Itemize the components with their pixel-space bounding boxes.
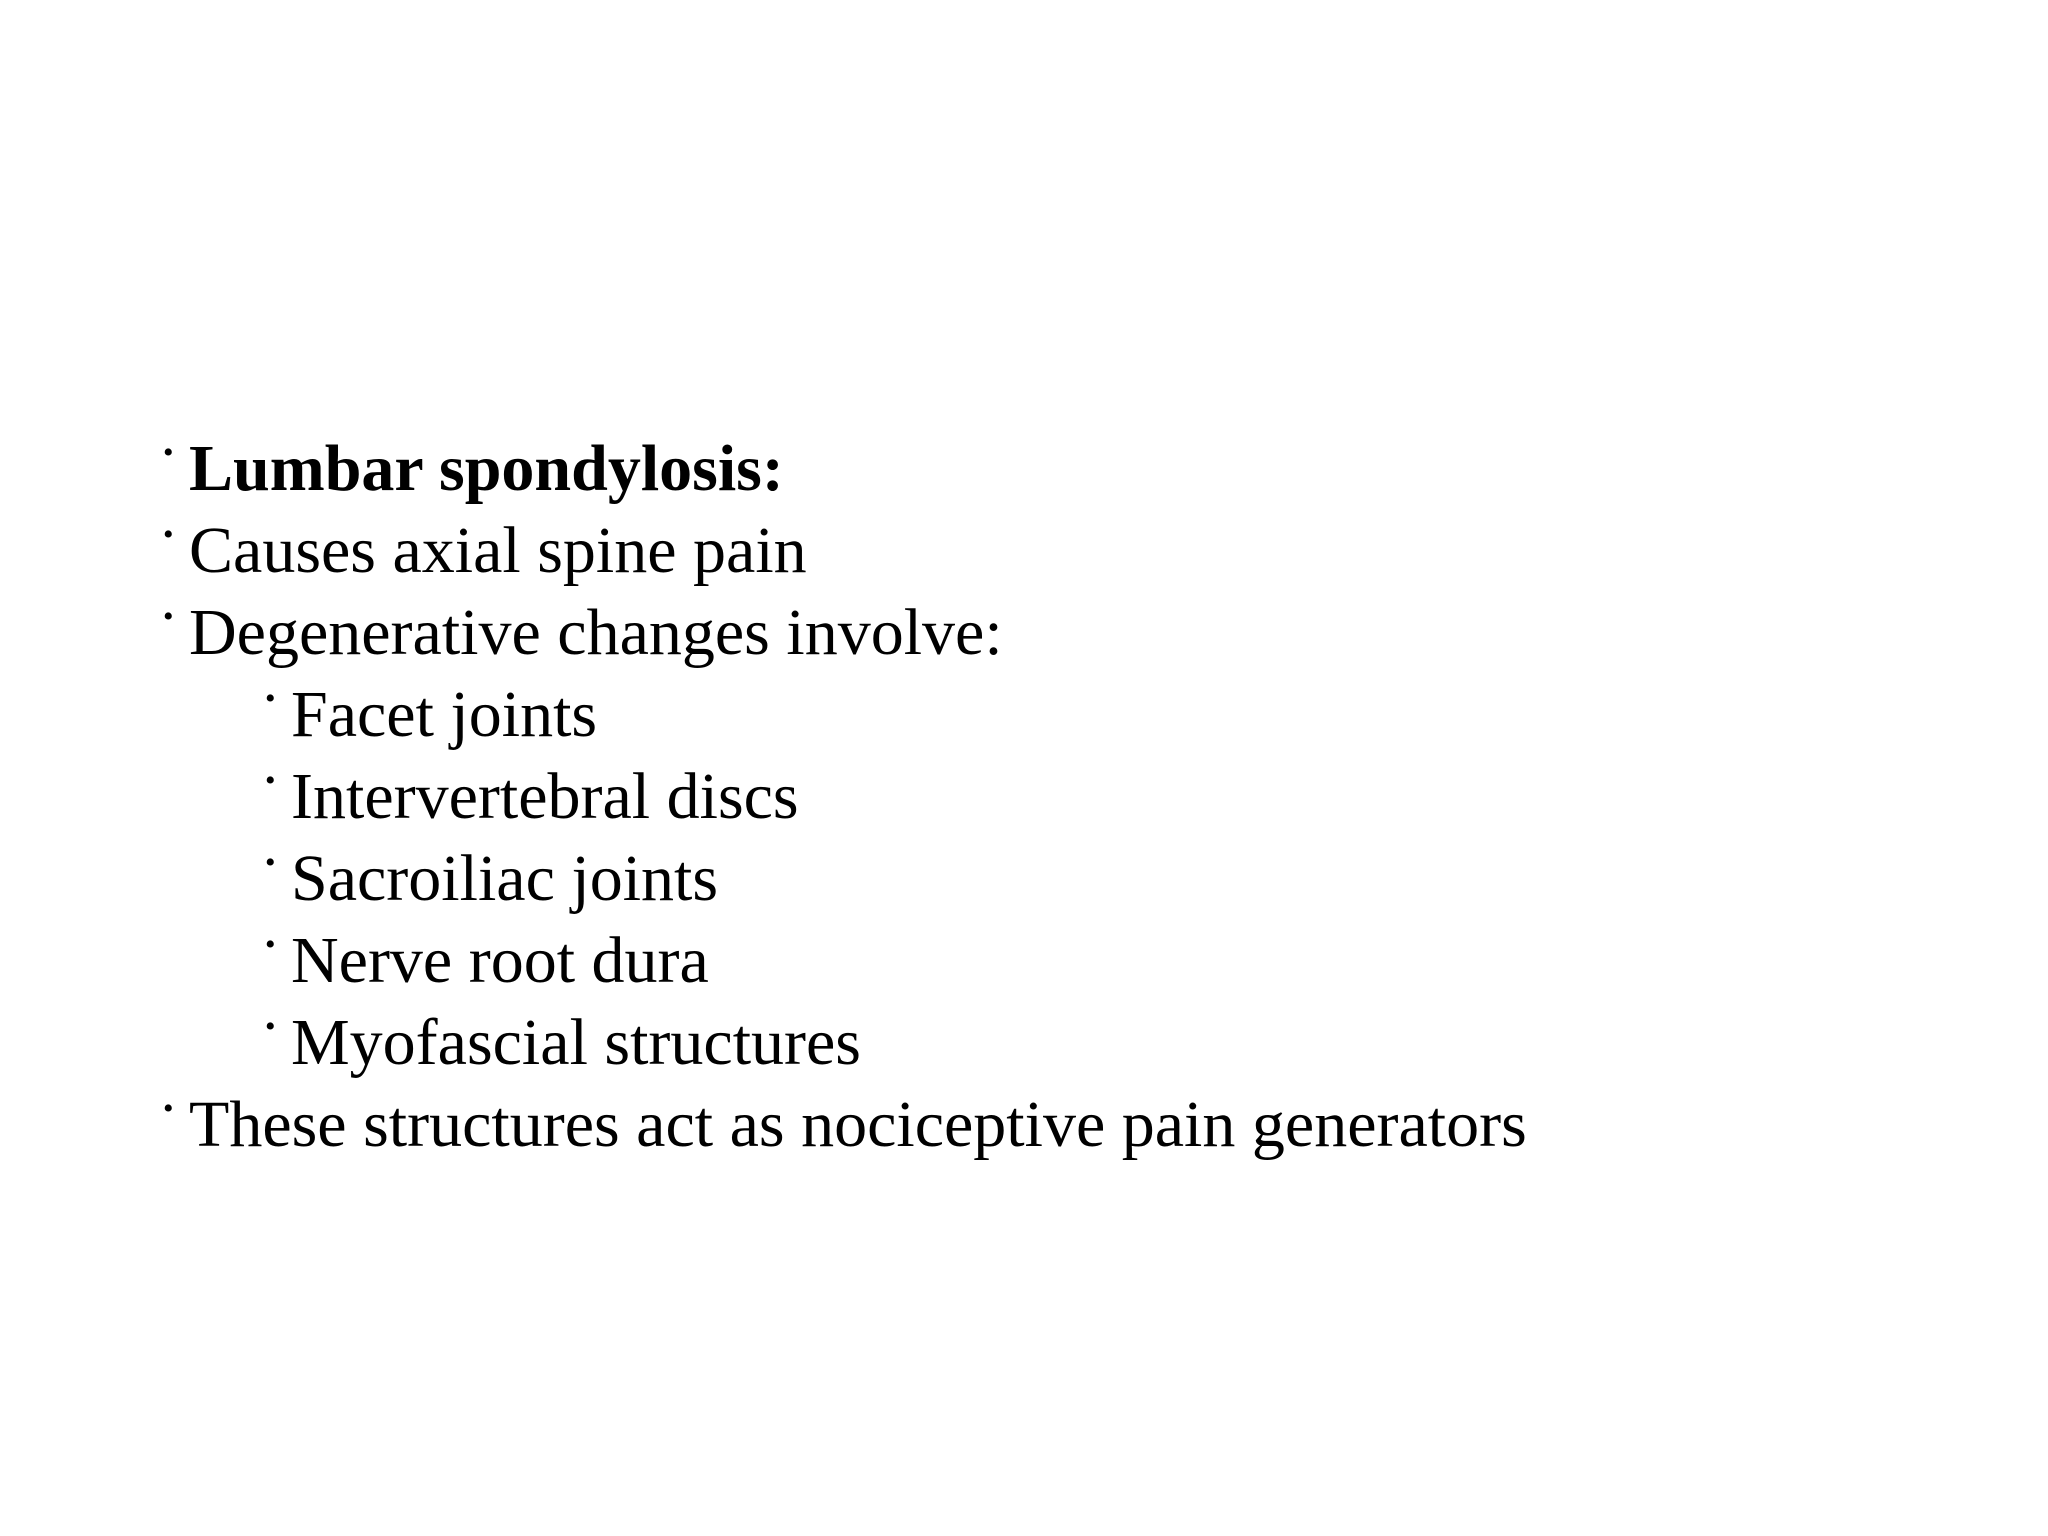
bullet-text: Causes axial spine pain — [189, 514, 807, 587]
bullet-icon: • — [163, 436, 174, 469]
bullet-icon: • — [163, 518, 174, 551]
sub-bullet-item-nerve-root-dura — [163, 920, 1963, 1002]
sub-bullet-text: Myofascial structures — [291, 1006, 861, 1079]
sub-bullet-item-facet-joints — [163, 674, 1963, 756]
bullet-heading: Lumbar spondylosis: — [189, 432, 784, 505]
bullet-text: These structures act as nociceptive pain generators — [189, 1088, 1527, 1161]
bullet-icon: • — [265, 1010, 276, 1043]
bullet-icon: • — [265, 682, 276, 715]
sub-bullet-item-myofascial-structures — [163, 1002, 1963, 1084]
sub-bullet-text: Facet joints — [291, 678, 598, 751]
bullet-icon: • — [163, 600, 174, 633]
sub-bullet-item-sacroiliac-joints — [163, 838, 1963, 920]
bullet-icon: • — [265, 928, 276, 961]
sub-bullet-text: Intervertebral discs — [291, 760, 799, 833]
bullet-item-causes — [163, 510, 1963, 592]
sub-bullet-text: Nerve root dura — [291, 924, 709, 997]
bullet-icon: • — [265, 846, 276, 879]
sub-bullet-text: Sacroiliac joints — [291, 842, 719, 915]
bullet-item-degenerative-changes — [163, 592, 1963, 674]
bullet-item-nociceptive-generators — [163, 1084, 1963, 1166]
bullet-icon: • — [265, 764, 276, 797]
bullet-text: Degenerative changes involve: — [189, 596, 1003, 669]
bullet-list — [163, 428, 1963, 1166]
sub-bullet-item-intervertebral-discs — [163, 756, 1963, 838]
bullet-icon: • — [163, 1092, 174, 1125]
bullet-item-lumbar-spondylosis — [163, 428, 1963, 510]
